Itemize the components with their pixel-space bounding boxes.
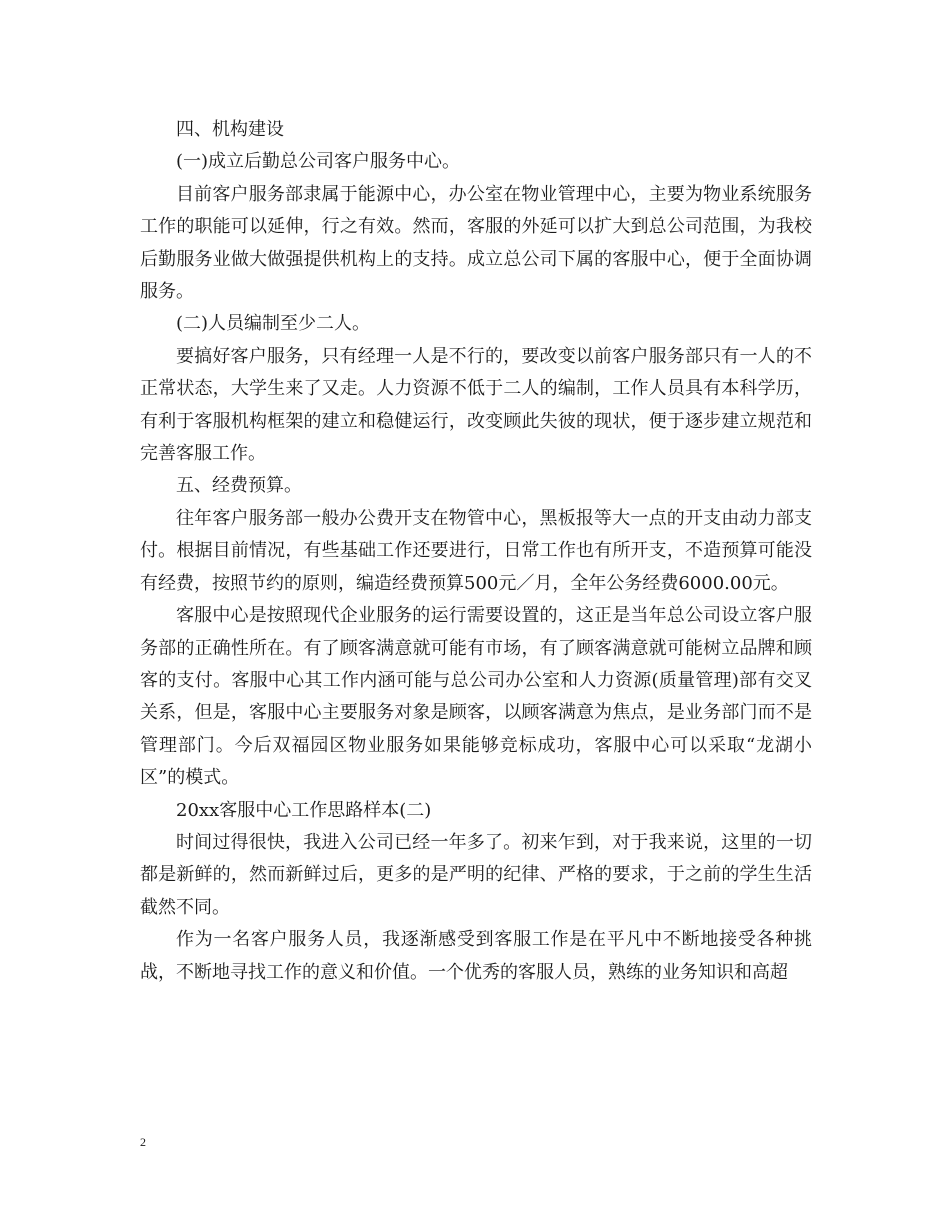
page-number: 2	[140, 1135, 146, 1149]
subheading-service-center: (一)成立后勤总公司客户服务中心。	[176, 151, 461, 173]
section-heading-budget: 五、经费预算。	[176, 475, 302, 497]
paragraph: 要搞好客户服务，只有经理一人是不行的，要改变以前客户服务部只有一人的不正常状态，大学生来了又走。人力资源不低于二人的编制，工作人员具有本科学历，有利于客服机构框架的建立和稳健运行，改变顾此失彼的现状，便于逐步建立规范和完善客服工作。	[140, 345, 812, 465]
sample-title: 20xx客服中心工作思路样本(二)	[176, 799, 432, 821]
paragraph: 客服中心是按照现代企业服务的运行需要设置的，这正是当年总公司设立客户服务部的正确性所在。有了顾客满意就可能有市场，有了顾客满意就可能树立品牌和顾客的支付。客服中心其工作内涵可能与总公司办公室和人力资源(质量管理)部有交叉关系，但是，客服中心主要服务对象是顾客，以顾客满意为焦点，是业务部门而不是管理部门。今后双福园区物业服务如果能够竞标成功，客服中心可以采取“龙湖小区”的模式。	[140, 605, 812, 789]
paragraph: 时间过得很快，我进入公司已经一年多了。初来乍到，对于我来说，这里的一切都是新鲜的，然而新鲜过后，更多的是严明的纪律、严格的要求，于之前的学生生活截然不同。	[140, 831, 812, 918]
document-body	[140, 114, 812, 989]
subheading-staffing: (二)人员编制至少二人。	[176, 313, 371, 335]
paragraph: 往年客户服务部一般办公费开支在物管中心，黑板报等大一点的开支由动力部支付。根据目前情况，有些基础工作还要进行，日常工作也有所开支，不造预算可能没有经费，按照节约的原则，编造经费预算500元／月，全年公务经费6000.00元。	[140, 507, 812, 594]
paragraph: 目前客户服务部隶属于能源中心，办公室在物业管理中心，主要为物业系统服务工作的职能可以延伸，行之有效。然而，客服的外延可以扩大到总公司范围，为我校后勤服务业做大做强提供机构上的支持。成立总公司下属的客服中心，便于全面协调服务。	[140, 183, 812, 303]
section-heading-organization: 四、机构建设	[176, 119, 284, 140]
paragraph: 作为一名客户服务人员，我逐渐感受到客服工作是在平凡中不断地接受各种挑战，不断地寻找工作的意义和价值。一个优秀的客服人员，熟练的业务知识和高超	[140, 929, 812, 983]
